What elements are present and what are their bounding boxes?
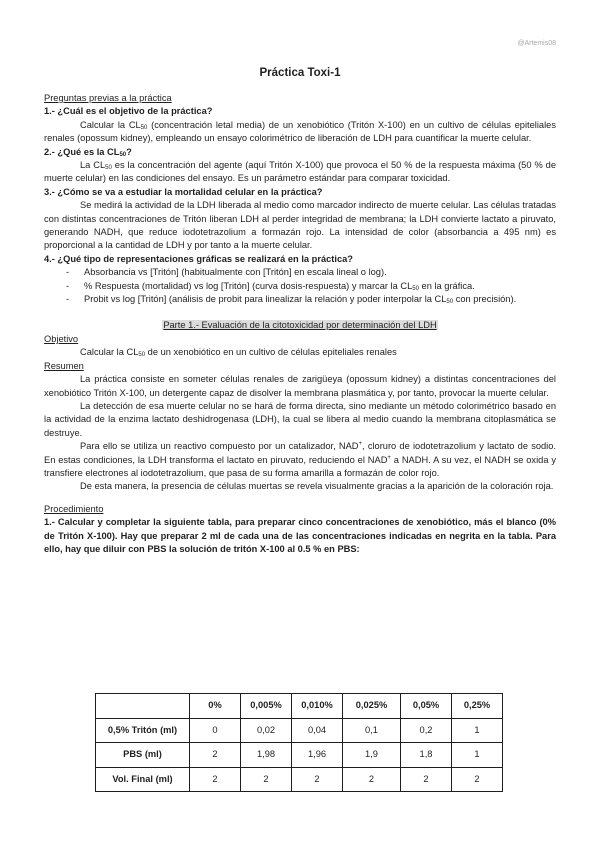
table-cell: 1,8 [401,743,452,768]
table-row [96,718,503,743]
table-header-cell [96,694,190,719]
resumen-paragraph-2: La detección de esa muerte celular no se hará de forma directa, sino mediante un método colorimétrico basado en la actividad de la enzima lactato deshidrogenasa (LDH), la cual se libera al medio cuando la membrana citoplasmática se destruye. [44,400,556,438]
table-cell: 2 [190,743,241,768]
page-title: Práctica Toxi-1 [259,67,341,79]
table-header-cell: 0,010% [292,694,343,719]
table-header-cell: 0,005% [241,694,292,719]
answer-1: Calcular la $CL_{50}$ (concentración letal media) de un xenobiótico (Tritón X-100) en un cultivo de células epiteliales renales (opossum kidney), empleando un ensayo colorimétrico de liberación de LDH para cuantificar la muerte celular. [44,119,556,144]
table-header-cell: 0,25% [452,694,503,719]
previas-heading: Preguntas previas a la práctica [44,93,172,103]
procedure-step-1: 1.- Calcular y completar la siguiente tabla, para preparar cinco concentraciones de xenobiótico, más el blanco (0% de Tritón X-100). Hay que preparar 2 ml de cada una de las concentraciones indicadas en negrita en la tabla. Para ello, hay que diluir con PBS la solución de tritón X-100 al 0.5 % en PBS: [44,517,556,554]
table-header-cell: 0% [190,694,241,719]
table-cell: 2 [452,767,503,792]
resumen-paragraph-4: De esta manera, la presencia de células muertas se revela visualmente gracias a la aparición de la coloración roja. [80,481,554,492]
table-row-label: 0,5% Tritón (ml) [96,718,190,743]
list-item: - % Respuesta (mortalidad) vs log [Tritón] (curva dosis-respuesta) y marcar la $CL_{50}$ en la gráfica. [66,280,556,293]
table-cell: 2 [241,767,292,792]
table-cell: 2 [190,767,241,792]
list-item: - Absorbancia vs [Tritón] (habitualmente con [Tritón] en escala lineal o log). [66,266,556,279]
table-cell: 0,1 [343,718,401,743]
table-header-cell: 0,05% [401,694,452,719]
table-cell: 0,2 [401,718,452,743]
table-cell: 2 [343,767,401,792]
table-cell: 2 [401,767,452,792]
table-cell: 2 [292,767,343,792]
section-heading: Parte 1.- Evaluación de la citotoxicidad por determinación del LDH [163,319,437,330]
resumen-paragraph-1: La práctica consiste en someter células renales de zarigüeya (opossum kidney) a distintas concentraciones del xenobiótico Tritón X-100, un detergente capaz de disolver la membrana plasmática y, por tanto, provocar la muerte celular. [44,374,556,398]
table-row-label: Vol. Final (ml) [96,767,190,792]
objetivo-text: Calcular la $CL_{50}$ de un xenobiótico en un cultivo de células epiteliales renales [80,347,397,359]
table-cell: 1 [452,718,503,743]
table-cell: 1,98 [241,743,292,768]
procedimiento-label: Procedimiento [44,503,104,514]
table-cell: 0,04 [292,718,343,743]
table-header-cell: 0,025% [343,694,401,719]
table-cell: 1,96 [292,743,343,768]
question-2: 2.- ¿Qué es la $CL_{50}$? [44,146,132,158]
question-1: 1.- ¿Cuál es el objetivo de la práctica? [44,106,213,117]
dilution-table [95,693,503,792]
watermark: @Artemis08 [517,40,556,47]
graph-list [66,266,556,306]
document-body [44,92,556,556]
table-cell: 0,02 [241,718,292,743]
table-cell: 1 [452,743,503,768]
table-row-label: PBS (ml) [96,743,190,768]
list-item: - Probit vs log [Tritón] (análisis de probit para linealizar la relación y poder interpolar la $CL_{50}$ con precisión). [66,293,556,306]
question-4: 4.- ¿Qué tipo de representaciones gráficas se realizará en la práctica? [44,253,353,264]
table-row [96,743,503,768]
answer-3: Se medirá la actividad de la LDH liberada al medio como marcador indirecto de muerte celular. Las células tratadas con distintas concentraciones de Tritón liberan LDH al perder integridad de membrana; la LDH convierte lactato a piruvato, generando NADH, que reduce iodotetrazolium a formazán rojo. La intensidad de color (absorbancia a 495 nm) es proporcional a la cantidad de LDH y por tanto a la muerte celular. [44,200,556,251]
table-cell: 1,9 [343,743,401,768]
table-header-row [96,694,503,719]
objetivo-label: Objetivo [44,333,79,344]
table-row [96,767,503,792]
resumen-label: Resumen [44,360,84,371]
table-cell: 0 [190,718,241,743]
answer-2: La $CL_{50}$ es la concentración del agente (aquí Tritón X-100) que provoca el 50 % de la respuesta máxima (50 % de muerte celular) en las condiciones del ensayo. Es un parámetro estándar para comparar toxicidad. [44,160,556,184]
question-3: 3.- ¿Cómo se va a estudiar la mortalidad celular en la práctica? [44,186,323,197]
resumen-paragraph-3: Para ello se utiliza un reactivo compuesto por un catalizador, NAD+, cloruro de iodotetrazolium y lactato de sodio. En estas condiciones, la LDH transforma el lactato en piruvato, reduciendo el NAD+ a NADH. A su vez, el NADH se oxida y transfiere electrones al iodotetrazolium, que pasa de su forma amarilla a formazán de color rojo. [44,441,557,478]
